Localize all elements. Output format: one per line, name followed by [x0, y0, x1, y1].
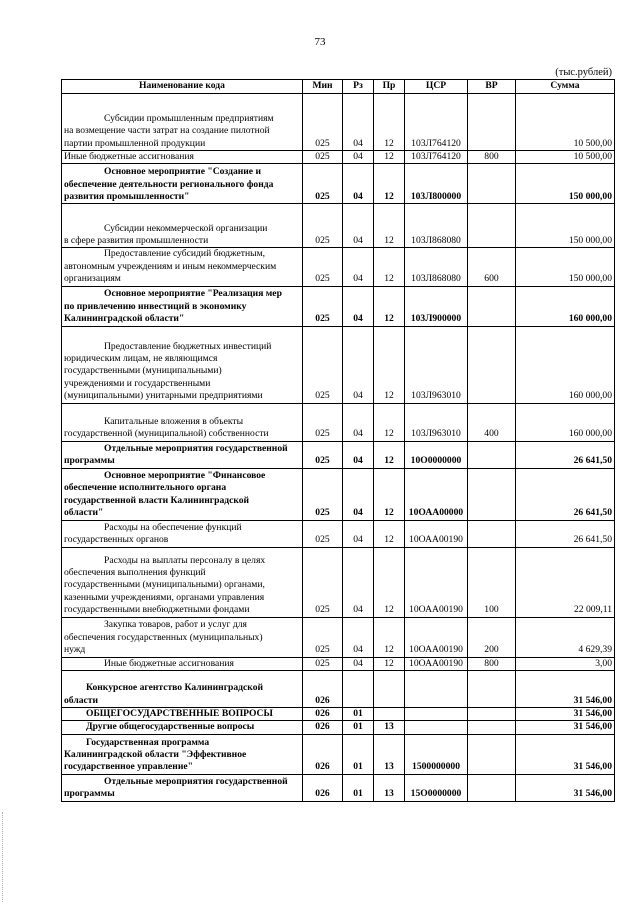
name-text: в сфере развития промышленности: [64, 235, 209, 246]
cell-sum: 150 000,00: [516, 164, 615, 204]
cell-name: [62, 94, 303, 151]
budget-table: [61, 79, 615, 802]
cell-csr: 10ОАА00190: [405, 617, 468, 657]
name-text: юридическим лицам, не являющимся: [64, 353, 218, 364]
cell-csr: 103Л800000: [405, 164, 468, 204]
name-text: программы: [64, 455, 115, 467]
table-row: [62, 657, 615, 670]
cell-vr: [468, 468, 516, 520]
cell-sum: 26 641,50: [516, 441, 615, 468]
cell-rz: 04: [343, 657, 374, 670]
name-text: обеспечения государственных (муниципальных): [64, 631, 263, 643]
name-line: [64, 522, 300, 534]
name-text: Отдельные мероприятия государственной: [104, 442, 288, 454]
cell-vr: [468, 441, 516, 468]
cell-pr: 12: [374, 248, 405, 286]
name-line: [64, 138, 300, 150]
cell-pr: 12: [374, 151, 405, 164]
name-text: учреждениями и государственными: [64, 377, 211, 389]
cell-csr: 10О0000000: [405, 441, 468, 468]
name-line: [64, 223, 300, 235]
table-row: [62, 403, 615, 441]
cell-min: 025: [303, 547, 343, 617]
cell-min: 025: [303, 204, 343, 248]
name-text: Государственная программа: [86, 736, 210, 748]
cell-min: 025: [303, 151, 343, 164]
cell-min: 025: [303, 164, 343, 204]
table-row: [62, 441, 615, 468]
name-line: [64, 390, 300, 402]
units-label: (тыс.рублей): [555, 67, 612, 78]
cell-name: [62, 204, 303, 248]
name-line: [64, 507, 300, 519]
header-csr: ЦСР: [405, 80, 468, 94]
table-row: [62, 547, 615, 617]
name-line: [64, 776, 300, 788]
cell-vr: 800: [468, 657, 516, 670]
name-line: [64, 179, 300, 191]
name-text: Субсидии некоммерческой организации: [104, 222, 268, 234]
cell-name: [62, 151, 303, 164]
cell-vr: [468, 671, 516, 708]
cell-csr: 10ОАА00000: [405, 468, 468, 520]
cell-pr: 12: [374, 204, 405, 248]
name-text: Конкурсное агентство Калининградской: [86, 682, 264, 694]
cell-rz: 04: [343, 286, 374, 326]
cell-pr: 12: [374, 547, 405, 617]
cell-pr: 12: [374, 441, 405, 468]
cell-min: 025: [303, 468, 343, 520]
cell-vr: [468, 708, 516, 721]
name-text: Отдельные мероприятия государственной: [104, 776, 288, 788]
table-header-row: [62, 80, 615, 94]
cell-name: [62, 468, 303, 520]
name-line: [64, 353, 300, 365]
cell-csr: [405, 671, 468, 708]
cell-csr: 103Л868080: [405, 248, 468, 286]
cell-min: 026: [303, 708, 343, 721]
name-text: области": [64, 507, 104, 519]
cell-name: [62, 164, 303, 204]
cell-csr: [405, 708, 468, 721]
table-row: [62, 708, 615, 721]
table-row: [62, 286, 615, 326]
cell-rz: 04: [343, 151, 374, 164]
cell-name: [62, 734, 303, 774]
name-text: Расходы на выплаты персоналу в целях: [104, 554, 266, 566]
name-text: Предоставление бюджетных инвестиций: [104, 340, 272, 352]
name-line: [64, 301, 300, 313]
cell-pr: 12: [374, 326, 405, 403]
cell-min: 025: [303, 441, 343, 468]
name-line: [64, 737, 300, 749]
cell-sum: 31 546,00: [516, 774, 615, 801]
cell-sum: 31 546,00: [516, 671, 615, 708]
table-row: [62, 774, 615, 801]
name-text: Другие общегосударственные вопросы: [86, 721, 255, 733]
name-text: по привлечению инвестиций в экономику: [64, 300, 247, 312]
cell-name: [62, 286, 303, 326]
cell-vr: 600: [468, 248, 516, 286]
name-line: [64, 644, 300, 656]
name-line: [64, 341, 300, 353]
table-row: [62, 468, 615, 520]
cell-name: [62, 547, 303, 617]
name-line: [64, 555, 300, 567]
name-text: организациям: [64, 273, 121, 285]
scan-edge-marks: [2, 812, 5, 902]
cell-sum: 160 000,00: [516, 286, 615, 326]
cell-pr: [374, 671, 405, 708]
name-line: [64, 261, 300, 273]
name-line: [64, 235, 300, 247]
name-text: ОБЩЕГОСУДАРСТВЕННЫЕ ВОПРОСЫ: [86, 708, 273, 720]
cell-rz: [343, 671, 374, 708]
name-line: [64, 443, 300, 455]
name-line: [64, 749, 300, 761]
cell-rz: 04: [343, 617, 374, 657]
header-vr: ВР: [468, 80, 516, 94]
cell-min: 025: [303, 94, 343, 151]
name-text: Калининградской области "Эффективное: [64, 749, 247, 761]
cell-csr: 103Л963010: [405, 403, 468, 441]
cell-rz: 04: [343, 164, 374, 204]
cell-sum: 160 000,00: [516, 326, 615, 403]
cell-sum: 31 546,00: [516, 708, 615, 721]
cell-rz: 01: [343, 734, 374, 774]
name-text: Калининградской области": [64, 313, 185, 325]
name-line: [64, 632, 300, 644]
cell-pr: 12: [374, 286, 405, 326]
table-row: [62, 151, 615, 164]
name-text: Иные бюджетные ассигнования: [64, 151, 194, 162]
name-line: [64, 788, 300, 800]
cell-name: [62, 671, 303, 708]
cell-min: 026: [303, 671, 343, 708]
cell-min: 025: [303, 403, 343, 441]
table-row: [62, 326, 615, 403]
cell-rz: 04: [343, 520, 374, 547]
name-line: [64, 248, 300, 260]
cell-pr: 13: [374, 774, 405, 801]
table-row: [62, 734, 615, 774]
table-row: [62, 617, 615, 657]
cell-sum: 26 641,50: [516, 520, 615, 547]
name-line: [64, 482, 300, 494]
name-line: [64, 365, 300, 377]
name-line: [64, 721, 300, 733]
cell-sum: 22 009,11: [516, 547, 615, 617]
name-text: обеспечение исполнительного органа: [64, 482, 227, 494]
page-number: 73: [314, 36, 326, 48]
name-line: [64, 455, 300, 467]
name-text: программы: [64, 788, 115, 800]
name-text: на возмещение части затрат на создание пилотной: [64, 125, 270, 137]
cell-rz: 04: [343, 204, 374, 248]
name-text: казенными учреждениями, органами управления: [64, 591, 265, 603]
cell-name: [62, 708, 303, 721]
name-line: [64, 125, 300, 137]
cell-min: 025: [303, 248, 343, 286]
cell-sum: 150 000,00: [516, 248, 615, 286]
name-text: государственной власти Калининградской: [64, 494, 250, 506]
name-text: Капитальные вложения в объекты: [104, 415, 244, 427]
cell-sum: 10 500,00: [516, 94, 615, 151]
cell-min: 025: [303, 520, 343, 547]
cell-sum: 150 000,00: [516, 204, 615, 248]
name-text: Субсидии промышленным предприятиям: [104, 112, 274, 124]
name-line: [64, 166, 300, 178]
name-text: Иные бюджетные ассигнования: [104, 657, 234, 669]
cell-min: 025: [303, 657, 343, 670]
name-line: [64, 567, 300, 579]
name-line: [64, 579, 300, 591]
cell-rz: 04: [343, 441, 374, 468]
header-sum: Сумма: [516, 80, 615, 94]
cell-name: [62, 520, 303, 547]
cell-csr: 103Л900000: [405, 286, 468, 326]
name-text: государственное управление": [64, 761, 193, 773]
name-line: [64, 273, 300, 285]
name-text: обеспечение деятельности регионального фонда: [64, 178, 274, 190]
name-line: [64, 495, 300, 507]
header-rz: Рз: [343, 80, 374, 94]
cell-name: [62, 441, 303, 468]
name-text: Расходы на обеспечение функций: [104, 521, 242, 533]
name-text: Основное мероприятие "Реализация мер: [104, 288, 282, 300]
name-text: государственными (муниципальными): [64, 365, 222, 377]
table-row: [62, 671, 615, 708]
cell-vr: [468, 164, 516, 204]
cell-vr: [468, 721, 516, 734]
cell-name: [62, 774, 303, 801]
cell-rz: 04: [343, 326, 374, 403]
cell-name: [62, 326, 303, 403]
table-row: [62, 721, 615, 734]
name-text: нужд: [64, 644, 86, 656]
cell-name: [62, 617, 303, 657]
cell-vr: 800: [468, 151, 516, 164]
cell-name: [62, 657, 303, 670]
name-line: [64, 604, 300, 616]
name-line: [64, 151, 300, 163]
cell-sum: 3,00: [516, 657, 615, 670]
name-text: Основное мероприятие "Создание и: [104, 166, 261, 178]
name-line: [64, 313, 300, 325]
cell-name: [62, 248, 303, 286]
name-line: [64, 761, 300, 773]
name-line: [64, 695, 300, 707]
name-text: партии промышленной продукции: [64, 137, 206, 149]
cell-vr: 200: [468, 617, 516, 657]
cell-vr: [468, 286, 516, 326]
name-line: [64, 191, 300, 203]
cell-csr: [405, 721, 468, 734]
cell-rz: 01: [343, 774, 374, 801]
name-text: развития промышленности": [64, 191, 190, 202]
cell-min: 026: [303, 734, 343, 774]
cell-csr: 103Л868080: [405, 204, 468, 248]
name-line: [64, 619, 300, 631]
cell-min: 026: [303, 721, 343, 734]
cell-rz: 04: [343, 248, 374, 286]
cell-pr: 12: [374, 657, 405, 670]
name-line: [64, 428, 300, 440]
cell-rz: 01: [343, 721, 374, 734]
name-text: Основное мероприятие "Финансовое: [104, 470, 266, 481]
cell-min: 025: [303, 617, 343, 657]
cell-pr: 12: [374, 468, 405, 520]
cell-min: 026: [303, 774, 343, 801]
cell-vr: [468, 774, 516, 801]
name-text: государственной (муниципальной) собственности: [64, 428, 269, 440]
cell-csr: 10ОАА00190: [405, 520, 468, 547]
name-line: [64, 682, 300, 694]
table-row: [62, 204, 615, 248]
name-text: автономным учреждениям и иным некоммерческим: [64, 260, 277, 272]
name-text: государственными (муниципальными) органами,: [64, 579, 265, 591]
cell-vr: [468, 94, 516, 151]
cell-pr: 12: [374, 403, 405, 441]
cell-sum: 160 000,00: [516, 403, 615, 441]
cell-rz: 04: [343, 468, 374, 520]
name-line: [64, 708, 300, 720]
cell-vr: [468, 204, 516, 248]
cell-name: [62, 721, 303, 734]
name-text: государственных органов: [64, 534, 169, 546]
cell-csr: 15О0000000: [405, 774, 468, 801]
table-row: [62, 164, 615, 204]
cell-rz: 01: [343, 708, 374, 721]
name-text: государственными внебюджетными фондами: [64, 604, 250, 616]
name-text: обеспечения выполнения функций: [64, 567, 206, 578]
name-text: Закупка товаров, работ и услуг для: [104, 619, 247, 631]
cell-min: 025: [303, 326, 343, 403]
cell-pr: 12: [374, 94, 405, 151]
cell-csr: 103Л764120: [405, 151, 468, 164]
table-row: [62, 94, 615, 151]
cell-pr: 12: [374, 164, 405, 204]
cell-vr: [468, 520, 516, 547]
name-line: [64, 592, 300, 604]
cell-csr: 10ОАА00190: [405, 547, 468, 617]
cell-vr: [468, 734, 516, 774]
cell-sum: 4 629,39: [516, 617, 615, 657]
cell-rz: 04: [343, 547, 374, 617]
cell-pr: 13: [374, 721, 405, 734]
cell-csr: 1500000000: [405, 734, 468, 774]
cell-name: [62, 403, 303, 441]
cell-vr: [468, 326, 516, 403]
header-pr: Пр: [374, 80, 405, 94]
cell-min: 025: [303, 286, 343, 326]
cell-sum: 10 500,00: [516, 151, 615, 164]
header-name: Наименование кода: [62, 80, 303, 94]
table-row: [62, 520, 615, 547]
cell-sum: 26 641,50: [516, 468, 615, 520]
name-line: [64, 288, 300, 300]
cell-vr: 100: [468, 547, 516, 617]
cell-pr: 13: [374, 734, 405, 774]
name-text: (муниципальными) унитарными предприятиями: [64, 390, 263, 402]
name-line: [64, 113, 300, 125]
cell-rz: 04: [343, 403, 374, 441]
name-text: Предоставление субсидий бюджетным,: [104, 248, 266, 260]
name-line: [64, 534, 300, 546]
cell-vr: 400: [468, 403, 516, 441]
name-line: [64, 378, 300, 390]
cell-csr: 103Л963010: [405, 326, 468, 403]
name-line: [64, 470, 300, 482]
header-min: Мин: [303, 80, 343, 94]
cell-sum: 31 546,00: [516, 721, 615, 734]
cell-sum: 31 546,00: [516, 734, 615, 774]
name-line: [64, 658, 300, 670]
cell-pr: 12: [374, 617, 405, 657]
name-line: [64, 416, 300, 428]
cell-rz: 04: [343, 94, 374, 151]
table-row: [62, 248, 615, 286]
cell-pr: 12: [374, 520, 405, 547]
cell-csr: 10ОАА00190: [405, 657, 468, 670]
name-text: области: [64, 694, 99, 706]
cell-pr: [374, 708, 405, 721]
cell-csr: 103Л764120: [405, 94, 468, 151]
